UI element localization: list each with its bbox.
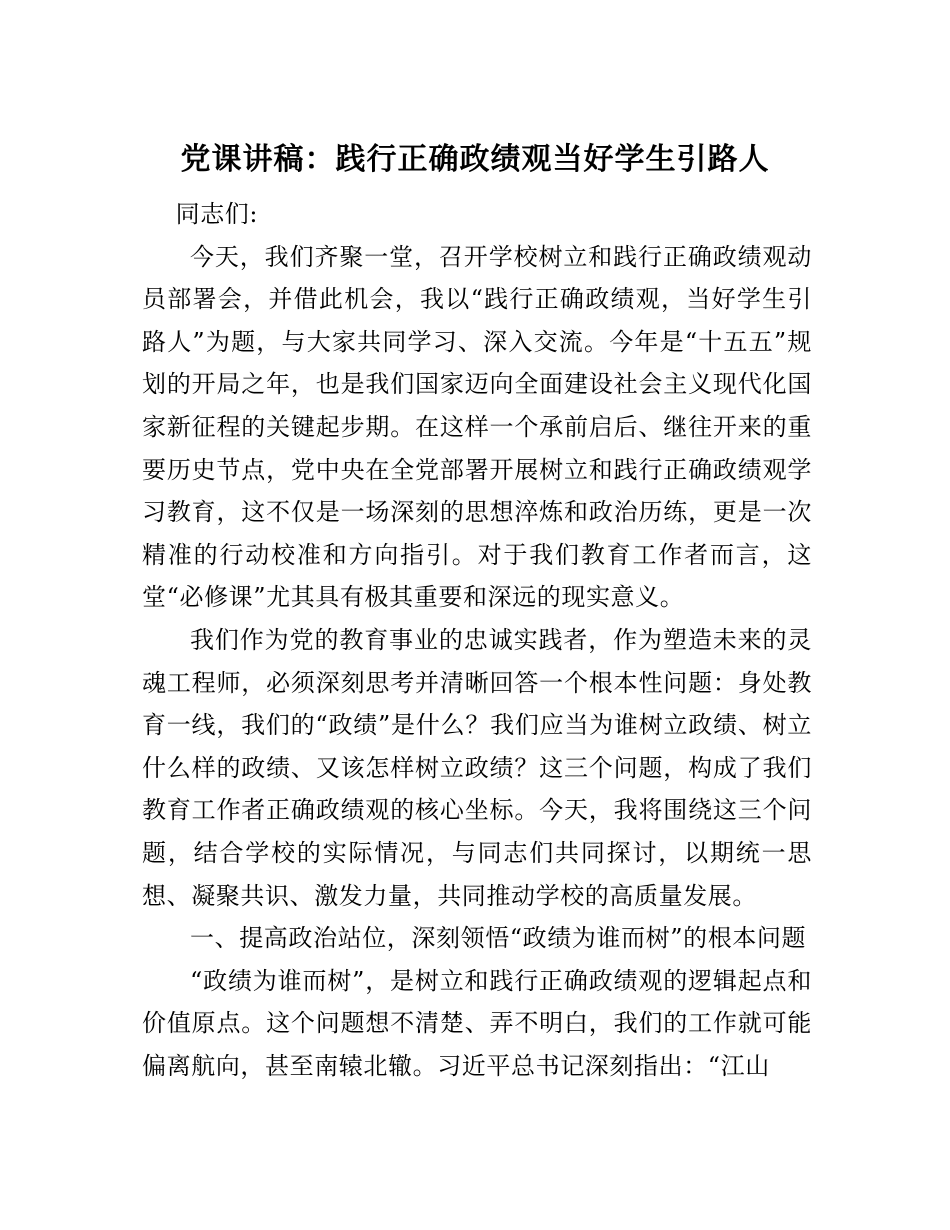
paragraph-section-1: “政绩为谁而树”，是树立和践行正确政绩观的逻辑起点和价值原点。这个问题想不清楚、弄不明白，我们的工作就可能偏离航向，甚至南辕北辙。习近平总书记深刻指出：“江山	[142, 966, 812, 1080]
document-title: 党课讲稿：践行正确政绩观当好学生引路人	[180, 142, 770, 177]
section-heading-1: 一、提高政治站位，深刻领悟“政绩为谁而树”的根本问题	[190, 924, 807, 953]
paragraph-intro: 今天，我们齐聚一堂，召开学校树立和践行正确政绩观动员部署会，并借此机会，我以“践行正确政绩观，当好学生引路人”为题，与大家共同学习、深入交流。今年是“十五五”规划的开局之年，也是我们国家迈向全面建设社会主义现代化国家新征程的关键起步期。在这样一个承前启后、继往开来的重要历史节点，党中央在全党部署开展树立和践行正确政绩观学习教育，这不仅是一场深刻的思想淬炼和政治历练，更是一次精准的行动校准和方向指引。对于我们教育工作者而言，这堂“必修课”尤其具有极其重要和深远的现实意义。	[142, 242, 812, 612]
salutation: 同志们:	[175, 200, 259, 228]
paragraph-questions: 我们作为党的教育事业的忠诚实践者，作为塑造未来的灵魂工程师，必须深刻思考并清晰回答一个根本性问题：身处教育一线，我们的“政绩”是什么？我们应当为谁树立政绩、树立什么样的政绩、又该怎样树立政绩？这三个问题，构成了我们教育工作者正确政绩观的核心坐标。今天，我将围绕这三个问题，结合学校的实际情况，与同志们共同探讨，以期统一思想、凝聚共识、激发力量，共同推动学校的高质量发展。	[142, 625, 812, 910]
document-body	[142, 193, 812, 1087]
